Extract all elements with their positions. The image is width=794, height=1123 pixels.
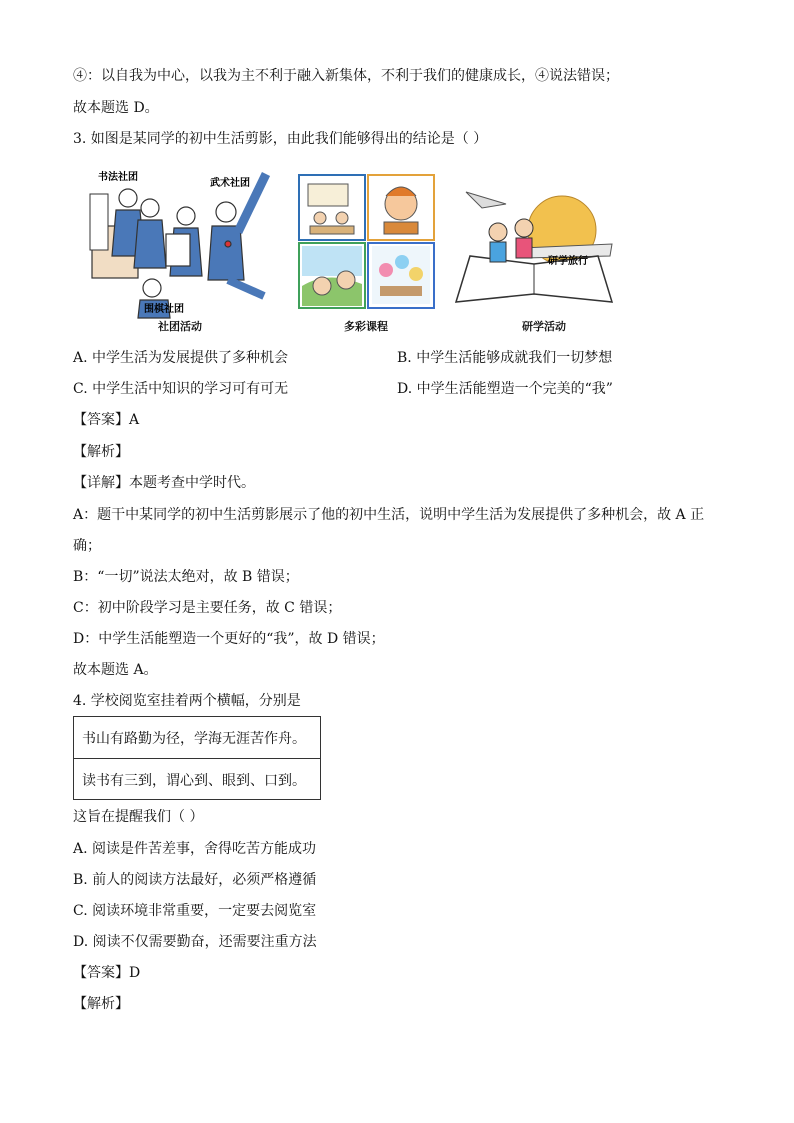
panel-art xyxy=(372,246,430,304)
banner-row-2 xyxy=(74,759,320,801)
panel-outdoor xyxy=(302,246,362,306)
q3-detail-d: D：中学生活能塑造一个更好的“我”，故 D 错误； xyxy=(73,631,385,647)
q4-option-d: D. 阅读不仅需要勤奋，还需要注重方法 xyxy=(73,934,317,950)
q3-detail-c: C：初中阶段学习是主要任务，故 C 错误； xyxy=(73,600,342,616)
label-wushu: 武术社团 xyxy=(210,178,250,189)
q4-option-b: B. 前人的阅读方法最好，必须严格遵循 xyxy=(73,872,317,888)
q3-detail-a-2: 确； xyxy=(73,538,101,554)
q4-answer: 【答案】D xyxy=(73,965,141,981)
label-yanxue: 研学旅行 xyxy=(548,256,588,267)
caption-course: 多彩课程 xyxy=(344,320,388,333)
study-trip-figure xyxy=(452,190,616,306)
q3-detail-b: B：“一切”说法太绝对，故 B 错误； xyxy=(73,569,299,585)
panel-teacher xyxy=(384,187,418,234)
analysis-line-4: ④：以自我为中心，以我为主不利于融入新集体，不利于我们的健康成长，④说法错误； xyxy=(73,68,619,84)
banner-row-1 xyxy=(74,717,320,759)
answer-select-2: 故本题选 D。 xyxy=(73,100,159,116)
q4-option-c: C. 阅读环境非常重要，一定要去阅览室 xyxy=(73,903,317,919)
q4-option-a: A. 阅读是件苦差事，舍得吃苦方能成功 xyxy=(73,841,317,857)
caption-club: 社团活动 xyxy=(158,320,202,333)
banner-text-2: 读书有三到，谓心到、眼到、口到。 xyxy=(82,773,306,789)
q3-option-a: A. 中学生活为发展提供了多种机会 xyxy=(73,350,289,366)
calligraphy-scroll xyxy=(90,194,108,250)
q3-option-c: C. 中学生活中知识的学习可有可无 xyxy=(73,381,289,397)
caption-study: 研学活动 xyxy=(522,320,566,333)
q4-analysis-heading: 【解析】 xyxy=(73,996,129,1012)
label-weiqi: 围棋社团 xyxy=(144,304,184,315)
question-4-prompt: 这旨在提醒我们（ ） xyxy=(73,809,204,825)
q3-analysis-heading: 【解析】 xyxy=(73,444,129,460)
banner-text-1: 书山有路勤为径，学海无涯苦作舟。 xyxy=(82,731,306,747)
q3-detail: 【详解】本题考查中学时代。 xyxy=(73,475,255,491)
banner-table xyxy=(73,716,321,800)
club-activities-figure xyxy=(88,168,272,338)
question-3-stem: 3. 如图是某同学的初中生活剪影，由此我们能够得出的结论是（ ） xyxy=(73,131,488,147)
question-4-stem: 4. 学校阅览室挂着两个横幅，分别是 xyxy=(73,693,301,709)
q3-option-d: D. 中学生活能塑造一个完美的“我” xyxy=(397,381,613,397)
label-calligraphy: 书法社团 xyxy=(98,172,138,183)
q3-select: 故本题选 A。 xyxy=(73,662,158,678)
q3-option-b: B. 中学生活能够成就我们一切梦想 xyxy=(397,350,613,366)
course-grid-figure xyxy=(298,174,436,310)
q3-answer: 【答案】A xyxy=(73,412,140,428)
q3-detail-a-1: A：题干中某同学的初中生活剪影展示了他的初中生活，说明中学生活为发展提供了多种机会，故 A 正 xyxy=(73,507,705,523)
